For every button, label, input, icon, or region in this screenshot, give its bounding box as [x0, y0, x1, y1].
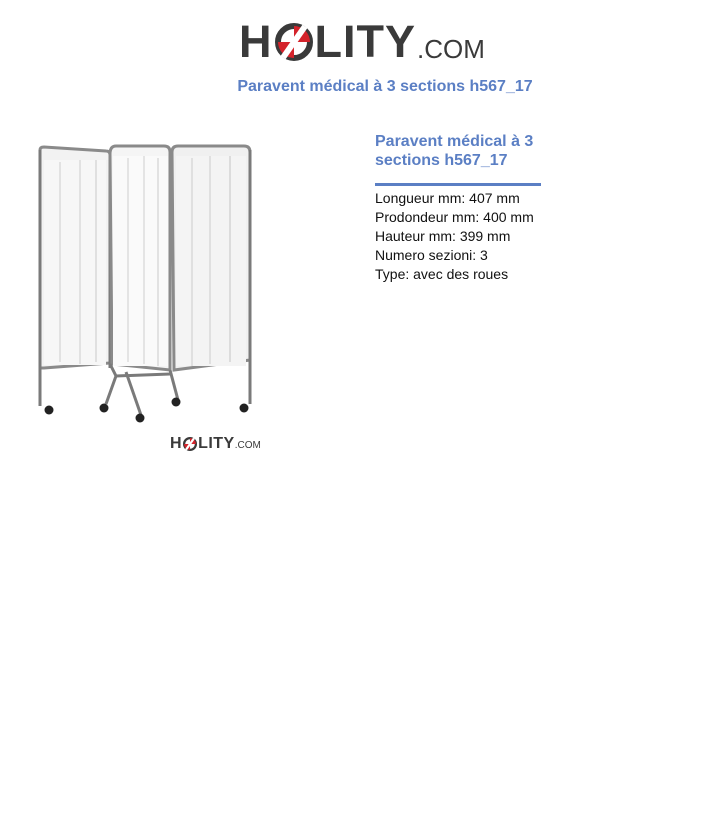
- logo-o-mark-icon: [275, 23, 313, 61]
- spec-item-type: Type: avec des roues: [375, 266, 509, 282]
- spec-list: [375, 189, 555, 284]
- brand-logo[interactable]: [239, 14, 485, 67]
- image-watermark-suffix: .COM: [234, 440, 261, 451]
- image-watermark-wordmark: H LITY: [170, 435, 235, 452]
- spec-item-sections: Numero sezioni: 3: [375, 247, 488, 263]
- title-divider: [375, 183, 541, 186]
- image-watermark-logo: [170, 432, 261, 452]
- product-image: [30, 138, 265, 428]
- product-name: Paravent médical à 3 sections h567_17: [375, 133, 534, 169]
- spec-item-length: Longueur mm: 407 mm: [375, 190, 520, 206]
- page-title: Paravent médical à 3 sections h567_17: [237, 78, 533, 95]
- brand-logo-suffix: .COM: [417, 34, 485, 64]
- watermark-o-mark-icon: [183, 437, 197, 451]
- product-details: [375, 132, 555, 284]
- brand-logo-wordmark: H LITY: [239, 16, 416, 67]
- spec-item-depth: Prodondeur mm: 400 mm: [375, 209, 534, 225]
- spec-item-height: Hauteur mm: 399 mm: [375, 228, 511, 244]
